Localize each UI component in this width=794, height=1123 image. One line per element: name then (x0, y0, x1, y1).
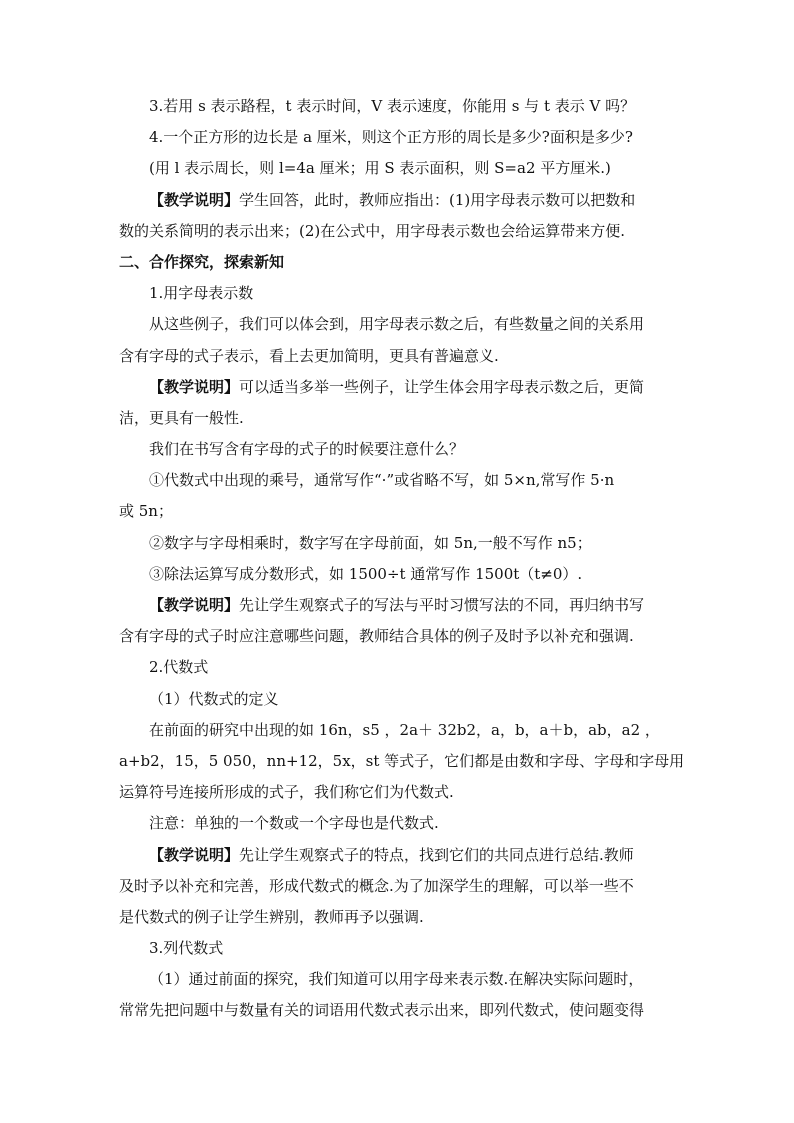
paragraph-line (119, 122, 675, 153)
line-text: 先让学生观察式子的特点，找到它们的共同点进行总结.教师 (239, 845, 634, 864)
section-heading (119, 247, 675, 278)
paragraph-line (119, 465, 675, 496)
paragraph-line (119, 746, 685, 777)
line-text: (用 l 表示周长，则 l=4a 厘米；用 S 表示面积，则 S=a2 平方厘米.) (149, 159, 611, 178)
paragraph-line (119, 777, 675, 808)
line-text: 3.若用 s 表示路程，t 表示时间，V 表示速度，你能用 s 与 t 表示 V 吗？ (149, 97, 636, 115)
paragraph-line (119, 528, 675, 559)
line-text: 注意：单独的一个数或一个字母也是代数式. (149, 814, 439, 833)
line-text: （1）代数式的定义 (149, 689, 279, 708)
paragraph-line (119, 902, 675, 933)
line-text: （1）通过前面的探究，我们知道可以用字母来表示数.在解决实际问题时， (149, 970, 644, 989)
paragraph-line (119, 341, 675, 372)
paragraph-line (119, 590, 675, 621)
paragraph-line (119, 840, 675, 871)
line-text: 可以适当多举一些例子，让学生体会用字母表示数之后，更简 (239, 377, 645, 396)
line-text: 是代数式的例子让学生辨别，教师再予以强调. (119, 907, 424, 926)
line-text: 3.列代数式 (149, 939, 224, 958)
paragraph-line (119, 403, 675, 434)
paragraph-line (119, 621, 675, 652)
line-text: a+b2，15，5 050，nn+12，5x，st 等式子，它们都是由数和字母、字母和字母用 (119, 751, 685, 770)
document-body (119, 91, 685, 1027)
paragraph-line (119, 715, 675, 746)
line-text: 1.用字母表示数 (149, 284, 254, 303)
line-text: 2.代数式 (149, 658, 209, 677)
line-text: 数的关系简明的表示出来；(2)在公式中，用字母表示数也会给运算带来方便. (119, 221, 626, 240)
paragraph-line (119, 496, 675, 527)
line-text: 含有字母的式子时应注意哪些问题，教师结合具体的例子及时予以补充和强调. (119, 627, 634, 646)
paragraph-line (119, 309, 675, 340)
teaching-note-label: 【教学说明】 (149, 190, 240, 209)
teaching-note-label: 【教学说明】 (149, 596, 240, 614)
paragraph-line (119, 652, 675, 683)
paragraph-line (119, 808, 675, 839)
paragraph-line (119, 372, 675, 403)
line-text: 或 5n； (119, 502, 173, 521)
paragraph-line (119, 185, 675, 216)
line-text: 我们在书写含有字母的式子的时候要注意什么？ (149, 440, 465, 459)
line-text: 含有字母的式子表示，看上去更加简明，更具有普遍意义. (119, 346, 499, 365)
paragraph-line (119, 434, 675, 465)
line-text: ①代数式中出现的乘号，通常写作“·”或省略不写，如 5×n,常写作 5·n (149, 471, 615, 490)
paragraph-line (119, 216, 675, 247)
line-text: 学生回答，此时，教师应指出：(1)用字母表示数可以把数和 (239, 190, 636, 209)
line-text: 在前面的研究中出现的如 16n，s5 ，2a＋ 32b2，a，b，a＋b，ab，a2 ， (149, 720, 660, 739)
line-text: 洁，更具有一般性. (119, 408, 244, 427)
paragraph-line (119, 153, 675, 184)
paragraph-line (119, 933, 675, 964)
line-text: 常常先把问题中与数量有关的词语用代数式表示出来，即列代数式，使问题变得 (119, 1001, 645, 1020)
paragraph-line (119, 871, 675, 902)
line-text: 二、合作探究，探索新知 (119, 252, 285, 271)
line-text: 及时予以补充和完善，形成代数式的概念.为了加深学生的理解，可以举一些不 (119, 876, 634, 895)
line-text: 从这些例子，我们可以体会到，用字母表示数之后，有些数量之间的关系用 (149, 315, 645, 334)
teaching-note-label: 【教学说明】 (149, 377, 240, 396)
line-text: 4.一个正方形的边长是 a 厘米，则这个正方形的周长是多少?面积是多少? (149, 128, 633, 147)
paragraph-line (119, 278, 675, 309)
line-text: 运算符号连接所形成的式子，我们称它们为代数式. (119, 783, 454, 802)
line-text: ③除法运算写成分数形式，如 1500÷t 通常写作 1500t（t≠0）. (149, 564, 583, 583)
line-text: 先让学生观察式子的写法与平时习惯写法的不同，再归纳书写 (239, 596, 645, 614)
paragraph-line (119, 559, 675, 590)
paragraph-line (119, 964, 675, 995)
paragraph-line (119, 684, 675, 715)
teaching-note-label: 【教学说明】 (149, 845, 240, 864)
paragraph-line (119, 995, 675, 1026)
line-text: ②数字与字母相乘时，数字写在字母前面，如 5n,一般不写作 n5； (149, 533, 592, 552)
paragraph-line (119, 91, 675, 122)
